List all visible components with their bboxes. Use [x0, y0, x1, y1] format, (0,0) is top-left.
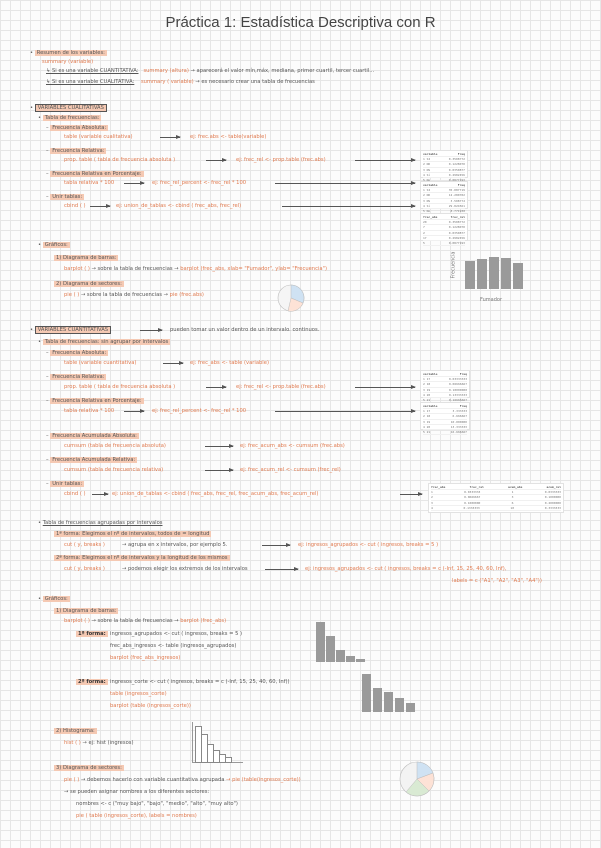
forma2-example-labels: labels = c ("A1", "A2", "A3", "A4"))	[452, 578, 542, 584]
fp-code: tabla relativa * 100	[64, 180, 115, 186]
arrow	[205, 470, 233, 471]
mini-table-cell: 35.087719	[448, 188, 465, 193]
barras-heading: 1) Diagrama de barras:	[56, 255, 117, 261]
f2-line-b: table (ingresos_corte)	[110, 691, 167, 697]
mini-table-cell: 4	[431, 505, 433, 510]
mini-table-cell: 1	[431, 490, 433, 495]
mini-table-cell: 10.000000	[450, 419, 467, 424]
graficos2-heading: • Gráficos:	[38, 596, 68, 602]
mini-table-cell: 0.3508772	[448, 157, 465, 162]
mini-table-cell: 0.3508772	[448, 220, 465, 225]
ylabel: Frecuencia	[450, 251, 457, 279]
agrupadas-heading: • Tabla de frecuencias agrupadas por intervalos	[38, 520, 163, 526]
forma1-heading: 1ª forma: Elegimos el nº de intervalos, todos de = longitud	[56, 531, 210, 537]
mini-table-cell: 17	[423, 235, 427, 240]
arrow	[355, 387, 415, 388]
mini-table-cell: 0.0333333	[544, 490, 561, 495]
unir-example: ej: union_de_tablas <- cbind ( frec_abs, frec_rel)	[116, 203, 242, 209]
arrow	[262, 545, 290, 546]
bar	[336, 650, 345, 662]
bar-chart-2	[312, 620, 368, 666]
mini-table-cell: 0.0877193	[448, 241, 465, 246]
fa-code: table (variable cualitativa)	[64, 134, 133, 140]
bar	[373, 688, 382, 712]
mini-table-cell: variable	[423, 152, 438, 156]
forma2-heading: 2ª forma: Elegimos el nº de intervalos y la longitud de los mismos	[56, 555, 228, 561]
arrow	[92, 494, 108, 495]
summary-code: summary (variable)	[42, 59, 94, 65]
bar	[346, 656, 355, 662]
barras-line: barplot ( ) → sobre la tabla de frecuencias → barplot (frec_abs, xlab= "Fumador", ylab= "Frecuencia")	[64, 266, 327, 272]
forma2-code: cut ( y, breaks )	[64, 566, 105, 572]
tabla-sin-agrupar-heading: • Tabla de frecuencias: sin agrupar por intervalos	[38, 339, 169, 345]
forma2-example: ej: ingresos_agrupados <- cut ( ingresos, breaks = c (-Inf, 15, 25, 40, 60, Inf),	[305, 566, 507, 572]
mini-table-cell: 4 Sí	[423, 203, 431, 208]
bar	[316, 622, 325, 662]
mini-table-cell: 3 NS	[423, 198, 431, 203]
unir-heading: – Unir tablas:	[46, 194, 83, 200]
mini-table-2	[420, 181, 468, 214]
mini-table-cell: 6.666667	[452, 414, 467, 419]
resumen-heading: • Resumen de los variables:	[30, 50, 105, 56]
mini-table-cell: acum_abs	[508, 485, 523, 489]
fp-example: ej: frec_rel_percent <- frec_rel * 100	[152, 180, 247, 186]
bar	[362, 674, 371, 712]
mini-table-cell: 5	[423, 241, 425, 246]
f1-label: 1ª forma:	[78, 631, 106, 637]
mini-table-cell: 3.333333	[452, 409, 467, 414]
mini-table-cell: variable	[423, 404, 438, 408]
far-heading: – Frecuencia Acumulada Relativa:	[46, 457, 136, 463]
forma1-code: cut ( y, breaks )	[64, 542, 105, 548]
mini-table-cell: 0.0350877	[448, 167, 465, 172]
mini-table-cell: 0.13333333	[448, 392, 467, 397]
mini-table-cell: 1	[511, 490, 514, 495]
mini-table-cell: variable	[423, 372, 438, 376]
fr2-heading: – Frecuencia Relativa:	[46, 374, 105, 380]
arrow	[265, 569, 298, 570]
mini-table-cell: 10	[510, 505, 515, 510]
mini-table-cell: 0.2000000	[544, 500, 561, 505]
fp-heading: – Frecuencia Relativa en Porcentaje:	[46, 171, 142, 177]
histogram	[192, 722, 243, 763]
fa-example: ej: frec.abs <- table(variable)	[190, 134, 267, 140]
arrow	[355, 160, 415, 161]
mini-table-row	[423, 241, 465, 246]
mini-table-cell: frec_rel	[450, 215, 465, 219]
fa2-code: table (variable cuantitativa)	[64, 360, 137, 366]
mini-table-cell: variable	[423, 183, 438, 187]
mini-table-cell: 0.1000000	[544, 495, 561, 500]
mini-table-cell: 29.824561	[448, 203, 465, 208]
faa-example: ej: frec_acum_abs <- cumsum (frec.abs)	[240, 443, 345, 449]
mini-table-cell: 0.1333333	[463, 505, 480, 510]
far-code: cumsum (tabla de frecuencia relativa)	[64, 467, 164, 473]
fa2-heading: – Frecuencia Absoluta:	[46, 350, 107, 356]
bar	[326, 636, 335, 662]
bar	[384, 692, 393, 712]
mini-table-cell: Freq	[457, 183, 465, 187]
mini-table-cell: 3	[511, 495, 514, 500]
sectores-line: pie ( ) → sobre la tabla de frecuencias → pie (frec.abs)	[64, 292, 204, 298]
mini-table-cell: 2	[423, 230, 425, 235]
mini-table-cell: 3 19	[423, 419, 431, 424]
mini-table-cell: 2	[431, 495, 433, 500]
f2-line-a: ingresos_corte <- cut ( ingresos, breaks = c (-Inf, 15, 25, 40, 60, Inf))	[110, 679, 290, 685]
mini-table-cell: 0.0350877	[448, 230, 465, 235]
bar	[513, 263, 523, 289]
bar	[465, 261, 475, 289]
fa2-example: ej: frec_abs <- table (variable)	[190, 360, 269, 366]
faa-heading: – Frecuencia Acumulada Absoluta:	[46, 433, 137, 439]
mini-table-cell: 2 18	[423, 382, 431, 387]
mini-table-6	[428, 483, 564, 513]
arrow	[282, 206, 415, 207]
arrow	[160, 137, 180, 138]
sect2-nombres: nombres <- c ("muy bajo", "bajo", "medio", "alto", "muy alto")	[76, 801, 238, 807]
arrow	[205, 446, 233, 447]
pie-chart-1	[276, 283, 306, 313]
mini-table-cell: 3 NS	[423, 167, 431, 172]
fp2-heading: – Frecuencia Relativa en Porcentaje:	[46, 398, 142, 404]
mini-table-cell: 4 Sí	[423, 172, 431, 177]
mini-table-5	[420, 402, 470, 435]
arrow	[163, 363, 183, 364]
mini-table-cell: 2 NO	[423, 162, 431, 167]
f2-line-c: barplot (table (ingresos_corte))	[110, 703, 191, 709]
summary-cuant-line: ↳ Si es una variable CUANTITATIVA: summary (altura) → aparecerá el valor mín,máx, mediana, primer cuartil, tercer cuartil...	[46, 68, 375, 74]
mini-table-cell: frec_rel	[469, 485, 484, 489]
arrow	[206, 387, 226, 388]
sect2-note: → se pueden asignar nombres a los diferentes sectores:	[64, 789, 210, 795]
forma1-example: ej: ingresos_agrupados <- cut ( ingresos, breaks = 5 )	[298, 542, 439, 548]
mini-table-cell: Freq	[459, 404, 467, 408]
bar	[356, 659, 365, 662]
sect2-line: pie ( ) → debemos hacerlo con variable cuantitativa agrupada → pie (table(ingresos_corte))	[64, 777, 301, 783]
mini-table-1	[420, 150, 468, 178]
fp2-code: tabla relativa * 100	[64, 408, 115, 414]
sect2-pie-labels: pie ( table (ingresos_corte), labels = nombres)	[76, 813, 197, 819]
mini-table-4	[420, 370, 470, 403]
mini-table-cell: 12.280702	[448, 193, 465, 198]
graficos-heading: • Gráficos:	[38, 242, 68, 248]
f2-label: 2ª forma:	[78, 679, 106, 685]
mini-table-cell: 0.03333333	[448, 377, 467, 382]
mini-table-cell: 1 SI	[423, 157, 431, 162]
fa-heading: – Frecuencia Absoluta:	[46, 125, 107, 131]
mini-table-cell: 0.16666667	[448, 398, 467, 403]
cualitativas-heading: • VARIABLES CUALITATIVAS	[30, 105, 107, 112]
mini-table-cell: acum_rel	[546, 485, 561, 489]
cuantitativas-heading: • VARIABLES CUANTITATIVAS	[30, 327, 111, 334]
arrow	[275, 411, 415, 412]
unir2-heading: – Unir tablas:	[46, 481, 83, 487]
bar	[406, 703, 415, 712]
forma2-desc: → podemos elegir los extremos de los intervalos	[122, 566, 248, 572]
mini-table-cell: 5 21	[423, 430, 431, 435]
mini-table-cell: 5 21	[423, 398, 431, 403]
barras2-heading: 1) Diagrama de barras:	[56, 608, 117, 614]
fp2-example: ej: frec_rel_percent <- frec_rel * 100	[152, 408, 247, 414]
arrow	[140, 330, 162, 331]
bar	[225, 757, 232, 763]
far-example: ej: frec_acum_rel <- cumsum (frec_rel)	[240, 467, 341, 473]
bar-chart-1	[455, 255, 525, 295]
bar	[489, 257, 499, 289]
mini-table-cell: 7	[423, 225, 425, 230]
sect2-heading: 3) Diagrama de sectores:	[56, 765, 122, 771]
mini-table-cell: 8.771930	[450, 209, 465, 214]
fr2-code: prop. table ( tabla de frecuencia absoluta )	[64, 384, 176, 390]
bar-chart-3	[358, 670, 418, 716]
mini-table-cell: 0.1228070	[448, 162, 465, 167]
page-title: Práctica 1: Estadística Descriptiva con R	[165, 14, 436, 31]
fr2-example: ej: frec_rel <- prop.table (frec.abs)	[236, 384, 326, 390]
arrow	[124, 183, 144, 184]
xlabel: Fumador	[480, 297, 502, 303]
mini-table-cell: 1 SI	[423, 188, 431, 193]
mini-table-cell: 0.10000000	[448, 387, 467, 392]
mini-table-cell: Freq	[457, 152, 465, 156]
mini-table-cell: 0.3333333	[544, 505, 561, 510]
unir-code: cbind ( )	[64, 203, 86, 209]
mini-table-cell: 1 17	[423, 409, 431, 414]
arrow	[275, 183, 415, 184]
bar	[477, 259, 487, 289]
f1-line-b: frec_abs_ingresos <- table (ingresos_agrupados)	[110, 643, 237, 649]
mini-table-cell: 2 18	[423, 414, 431, 419]
mini-table-cell: 3.508772	[450, 198, 465, 203]
tabla-freq-heading: • Tabla de frecuencias:	[38, 115, 100, 121]
mini-table-cell: 13.333333	[450, 424, 467, 429]
forma1-desc: → agrupa en x intervalos, por ejemplo 5.	[122, 542, 228, 548]
mini-table-cell: 0.06666667	[448, 382, 467, 387]
mini-table-cell: 3	[431, 500, 433, 505]
unir2-example: ej: union_de_tablas <- cbind ( frec_abs, frec_rel, frec_acum_abs, frec_acum_rel)	[112, 491, 319, 497]
mini-table-cell: 3 19	[423, 387, 431, 392]
mini-table-cell: 20	[423, 220, 427, 225]
mini-table-cell: 5 No	[423, 209, 431, 214]
summary-cual-line: ↳ Si es una variable CUALITATIVA: summary ( variable) → es necesario crear una tabla de frecuencias	[46, 79, 315, 85]
hist-heading: 2) Histograma:	[56, 728, 95, 734]
f1-line-a: ingresos_agrupados <- cut ( ingresos, breaks = 5 )	[110, 631, 243, 637]
mini-table-cell: 0.2982456	[448, 172, 465, 177]
mini-table-cell: frec_abs	[423, 215, 438, 219]
mini-table-cell: 2 NO	[423, 193, 431, 198]
arrow	[400, 494, 422, 495]
mini-table-3	[420, 213, 468, 246]
mini-table-row	[423, 430, 467, 435]
mini-table-cell: 4 20	[423, 424, 431, 429]
unir2-code: cbind ( )	[64, 491, 86, 497]
mini-table-cell: frec_abs	[431, 485, 446, 489]
barras2-line: barplot ( ) → sobre la tabla de frecuencias → barplot (frec_abs)	[64, 618, 227, 624]
bar	[395, 698, 404, 712]
faa-code: cumsum (tabla de frecuencia absoluta)	[64, 443, 166, 449]
mini-table-cell: 1 17	[423, 377, 431, 382]
f1-line-c: barplot (frec_abs_ingresos)	[110, 655, 181, 661]
mini-table-row	[431, 506, 561, 511]
sectores-heading: 2) Diagrama de sectores:	[56, 281, 122, 287]
mini-table-cell: 0.2982456	[448, 235, 465, 240]
bar	[501, 258, 511, 289]
fr-heading: – Frecuencia Relativa:	[46, 148, 105, 154]
arrow	[206, 160, 226, 161]
pie-chart-2	[398, 760, 436, 798]
arrow	[90, 206, 110, 207]
hist-line: hist ( ) → ej: hist (ingresos)	[64, 740, 134, 746]
arrow	[124, 411, 144, 412]
mini-table-cell: Freq	[459, 372, 467, 376]
fr-code: prop. table ( tabla de frecuencia absoluta )	[64, 157, 176, 163]
mini-table-cell: 0.0333333	[464, 490, 481, 495]
mini-table-cell: 0.1228070	[448, 225, 465, 230]
cuantitativas-desc: pueden tomar un valor dentro de un intervalo. continuos.	[170, 327, 320, 333]
fr-example: ej: frec_rel <- prop.table (frec.abs)	[236, 157, 326, 163]
mini-table-cell: 16.666667	[450, 430, 467, 435]
mini-table-cell: 4 20	[423, 392, 431, 397]
mini-table-cell: 6	[511, 500, 514, 505]
mini-table-cell: 0.1000000	[464, 500, 481, 505]
mini-table-cell: 0.0666667	[464, 495, 481, 500]
